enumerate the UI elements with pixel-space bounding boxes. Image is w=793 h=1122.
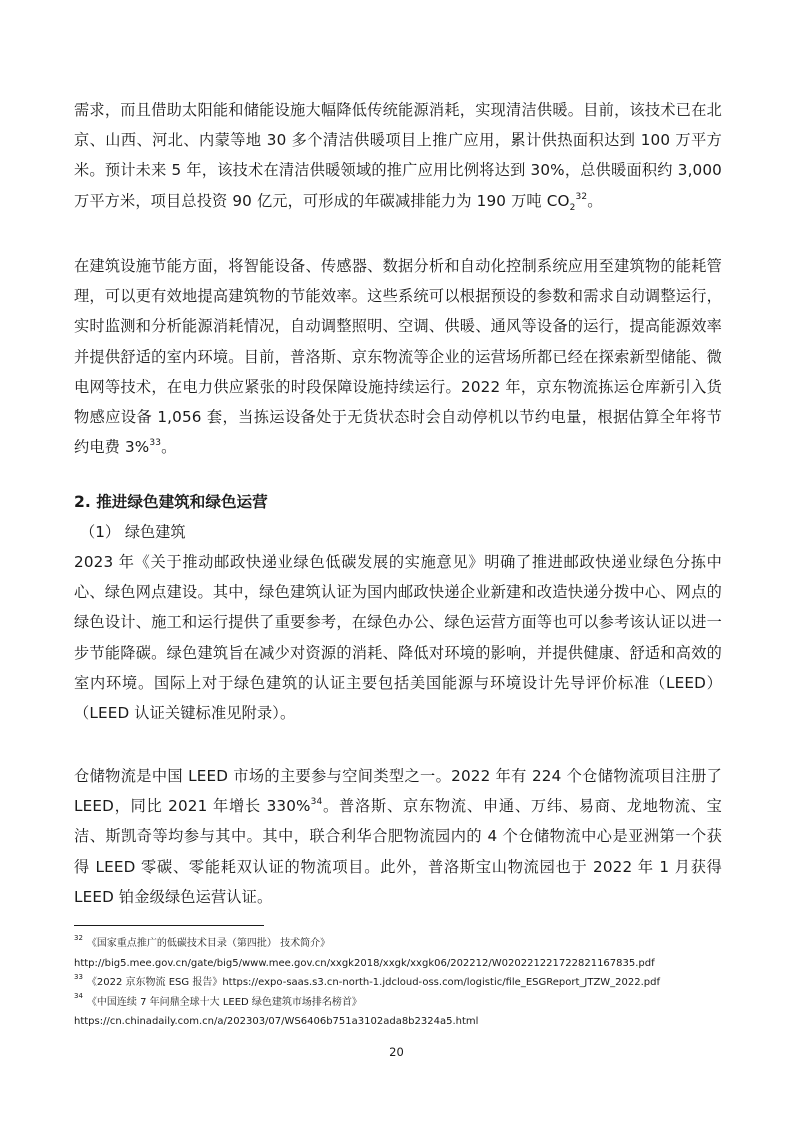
footnote-link[interactable] [74,954,734,974]
footnote-ref[interactable]: 34 [310,797,323,808]
body-paragraph [74,761,722,912]
paragraph-text: 需求，而且借助太阳能和储能设施大幅降低传统能源消耗，实现清洁供暖。目前，该技术已在北京、山西、河北、内蒙等地 30 多个清洁供暖项目上推广应用，累计供热面积达到 100 万平方米。预计未来 5 年，该技术在清洁供暖领域的推广应用比例将达到 30%，总供暖面积约 3,000 万平方米，项目总投资 90 亿元，可形成的年碳减排能力为 190 万吨 CO [74,101,722,210]
footnote [74,934,734,954]
paragraph-text: 2023 年《关于推动邮政快递业绿色低碳发展的实施意见》明确了推进邮政快递业绿色分拣中心、绿色网点建设。其中，绿色建筑认证为国内邮政快递企业新建和改造快递分拨中心、网点的绿色设计、施工和运行提供了重要参考，在绿色办公、绿色运营方面等也可以参考该认证以进一步节能降碳。绿色建筑旨在减少对资源的消耗、降低对环境的影响，并提供健康、舒适和高效的室内环境。国际上对于绿色建筑的认证主要包括美国能源与环境设计先导评价标准（LEED）（LEED 认证关键标准见附录）。 [74,553,722,723]
footnote [74,973,734,993]
paragraph-text: 。普洛斯、京东物流、申通、万纬、易商、龙地物流、宝洁、斯凯奇等均参与其中。其中，联合利华合肥物流园内的 4 个仓储物流中心是亚洲第一个获得 LEED 零碳、零能耗双认证的物流项目。此外，普洛斯宝山物流园也于 2022 年 1 月获得 LEED 铂金级绿色运营认证。 [74,797,722,906]
subsection-heading: （1） 绿色建筑 [80,523,186,541]
footnote-text: 《中国连续 7 年问鼎全球十大 LEED 绿色建筑市场排名榜首》 [86,996,362,1008]
footnote-text[interactable]: 《2022 京东物流 ESG 报告》https://expo-saas.s3.cn-north-1.jdcloud-oss.com/logistic/file_ESGReport_JTZW_2022.pdf [86,977,661,989]
footnote [74,993,734,1013]
footnote-ref[interactable]: 33 [149,438,162,449]
footnotes [74,934,734,1032]
footnote-url[interactable]: https://cn.chinadaily.com.cn/a/202303/07/WS6406b751a3102ada8b2324a5.html [74,1016,479,1028]
footnote-number: 32 [74,933,83,942]
footnote-link[interactable] [74,1012,734,1032]
section-heading: 2. 推进绿色建筑和绿色运营 [74,493,268,511]
footnote-ref[interactable]: 32 [575,191,588,202]
footnote-number: 33 [74,972,83,981]
subscript: 2 [569,202,576,213]
footnote-number: 34 [74,992,83,1001]
paragraph-text: 。 [587,191,603,210]
paragraph-text: 仓储物流是中国 LEED 市场的主要参与空间类型之一。2022 年有 224 个仓储物流项目注册了 LEED，同比 2021 年增长 330% [74,767,722,816]
page-number: 20 [389,1045,404,1059]
body-paragraph [74,547,722,728]
paragraph-text: 在建筑设施节能方面，将智能设备、传感器、数据分析和自动化控制系统应用至建筑物的能耗管理，可以更有效地提高建筑物的节能效率。这些系统可以根据预设的参数和需求自动调整运行，实时监测和分析能源消耗情况，自动调整照明、空调、供暖、通风等设备的运行，提高能源效率并提供舒适的室内环境。目前，普洛斯、京东物流等企业的运营场所都已经在探索新型储能、微电网等技术，在电力供应紧张的时段保障设施持续运行。2022 年，京东物流拣运仓库新引入货物感应设备 1,056 套，当拣运设备处于无货状态时会自动停机以节约电量，根据估算全年将节约电费 3% [74,257,722,457]
footnote-divider [74,925,264,926]
body-paragraph [74,251,722,462]
paragraph-text: 。 [161,438,177,457]
body-paragraph [74,95,722,216]
footnote-url[interactable]: http://big5.mee.gov.cn/gate/big5/www.mee.gov.cn/xxgk2018/xxgk/xxgk06/202212/W020221221722821167835.pdf [74,957,655,969]
footnote-text: 《国家重点推广的低碳技术目录（第四批） 技术简介》 [86,938,331,949]
